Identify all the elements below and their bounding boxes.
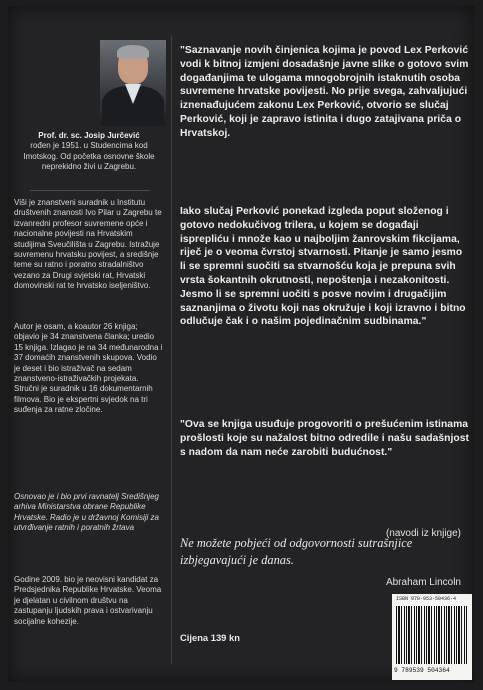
- quote-paragraph-1: [180, 44, 470, 141]
- bio-paragraph-4: [14, 575, 164, 627]
- epigraph-text: Ne možete pobjeći od odgovornosti sutrašnjice izbjegavajući je danas.: [180, 536, 413, 567]
- isbn-text: ISBN 978-953-50436-4: [396, 596, 457, 602]
- bio-divider: [30, 190, 150, 191]
- quote-text-2: Iako slučaj Perković ponekad izgleda poput složenog i gotovo nedokučivog trilera, u kojem se događaji isprepliću i množe kao u najboljim žanrovskim fikcijama, riječ je o veoma čvrstoj stvarnosti. Pitanje je samo jesmo li se spremni suočiti sa stvarnošću koja je prepuna svih vrsta šokantnih okrutnosti, nepoštenja i nezakonitosti. Jesmo li se spremni uočiti s posve novim i drugačijim saznanjima o životu koji nas okružuje i koji izravno i bitno odlučuje čak i o našim pojedinačnim sudbinama.": [180, 206, 466, 328]
- quote-paragraph-2: [180, 205, 470, 329]
- quote-citation: (navodi iz knjige): [385, 528, 461, 539]
- author-photo: [100, 40, 166, 126]
- column-divider: [171, 36, 172, 664]
- bio-paragraph-1: [14, 198, 164, 292]
- bio-text-4: Godine 2009. bio je neovisni kandidat za Predsjednika Republike Hrvatske. Veoma je djelatan u civilnom društvu na zastupanju ljudskih prava i ostvarivanju socijalne kohezije.: [14, 575, 162, 626]
- barcode: [392, 594, 472, 680]
- bio-paragraph-3: [14, 492, 164, 534]
- quote-text-3: "Ova se knjiga usuđuje progovoriti o prešućenim istinama prošlosti koje su nažalost bitno odredile i našu sadašnjost s nadom da nam neće zarobiti budućnost.": [180, 419, 470, 458]
- quote-paragraph-3: [180, 418, 470, 459]
- author-name: Prof. dr. sc. Josip Jurčević: [38, 131, 140, 140]
- barcode-bars: [396, 606, 468, 664]
- epigraph-author: Abraham Lincoln: [385, 577, 461, 588]
- barcode-number: 9 789539 504364: [394, 667, 450, 674]
- bio-text-1: Viši je znanstveni suradnik u Institutu društvenih znanosti Ivo Pilar u Zagrebu te izvanredni profesor suvremene opće i nacionalne povijesti na Hrvatskim studijima Sveučilišta u Zagrebu. Istražuje suvremenu hrvatsku povijest, a središnje teme su ratno i poratno stradalništvo vezano za Drugi svjetski rat, Hrvatski domovinski rat te hrvatsko iseljeništvo.: [14, 198, 162, 291]
- bio-text-2: Autor je osam, a koautor 26 knjiga; objavio je 34 znanstvena članka; uredio 15 knjiga. Izlagao je na 34 međunarodna i 37 domaćih znanstvenih skupova. Vodio je deset i bio istraživač na sedam znanstveno-istraživačkih projekata. Stručni je suradnik u 16 dokumentarnih filmova. Bio je ekspertni svjedok na tri suđenja za ratne zločine.: [14, 322, 163, 415]
- author-born: rođen je 1951. u Studencima kod Imotskog. Od početka osnovne škole neprekidno živi u Zagrebu.: [23, 141, 155, 172]
- price-label: Cijena 139 kn: [180, 632, 240, 643]
- bio-paragraph-2: [14, 322, 164, 416]
- bio-text-3: Osnovao je i bio prvi ravnatelj Središnjeg arhiva Ministarstva obrane Republike Hrvatske. Radio je u državnoj Komisiji za utvrđivanje ratnih i poratnih žrtava: [14, 492, 159, 533]
- author-intro: [14, 131, 164, 173]
- quote-text-1: "Saznavanje novih činjenica kojima je povod Lex Perković vodi k bitnoj izmjeni dosadašnje javne slike o gotovo svim događanjima te ulogama mnogobrojnih istaknutih osoba suvremene hrvatske povijesti. No prije svega, zahvaljujući iznenađujućem zakonu Lex Perković, otvorio se slučaj Perković, koji je zapravo istinita i dugo zatajivana priča o Hrvatskoj.: [180, 45, 469, 139]
